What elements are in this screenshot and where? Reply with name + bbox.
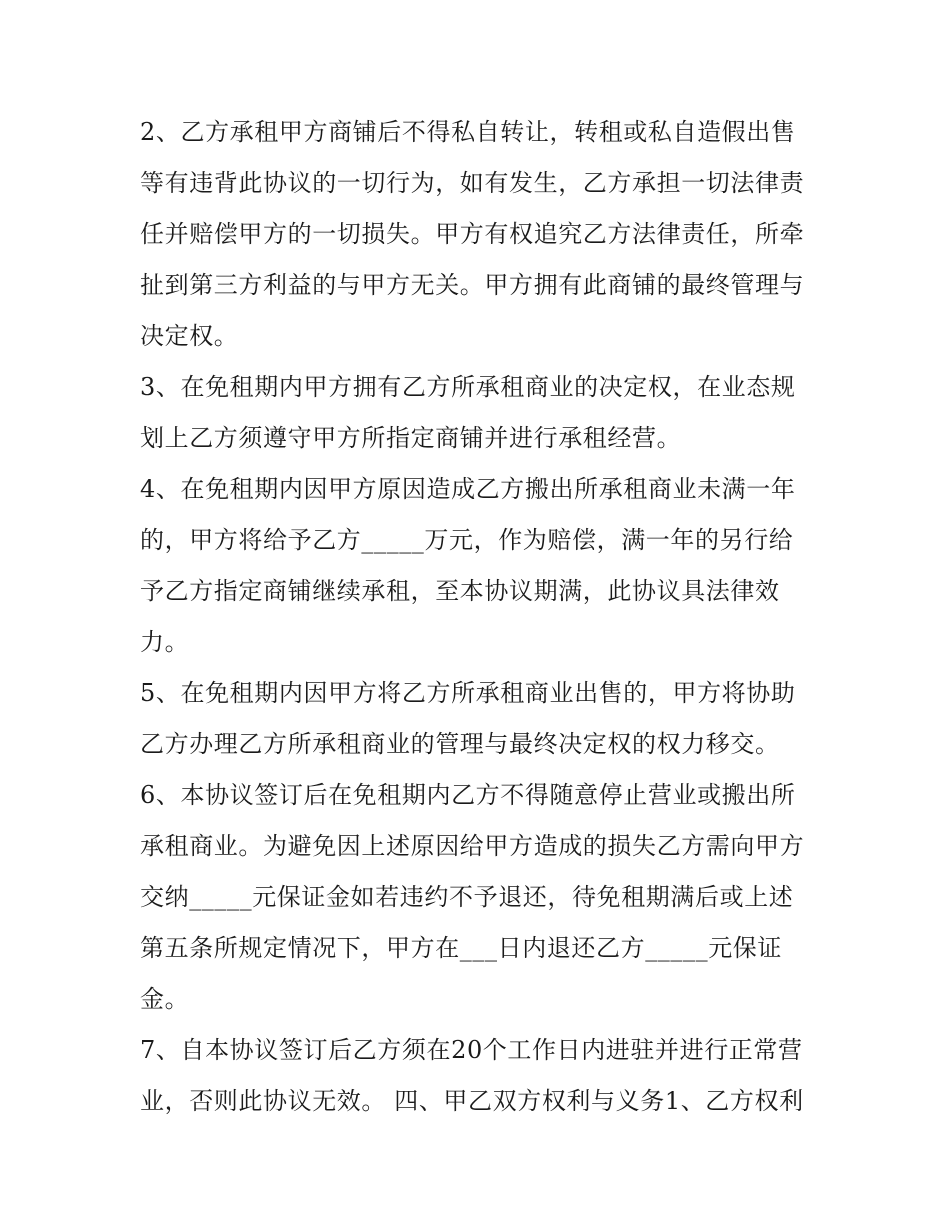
text-line: 任并赔偿甲方的一切损失。甲方有权追究乙方法律责任，所牵 (140, 220, 805, 248)
clause-3 (140, 362, 820, 464)
text-line: 力。 (140, 628, 190, 656)
clause-2 (140, 107, 820, 362)
document-body (140, 107, 820, 1127)
clause-7 (140, 1025, 820, 1127)
text-line: 等有违背此协议的一切行为，如有发生，乙方承担一切法律责 (140, 169, 805, 197)
text-line: 承租商业。为避免因上述原因给甲方造成的损失乙方需向甲方 (140, 832, 805, 860)
clause-6 (140, 770, 820, 1025)
text-line: 交纳_____元保证金如若违约不予退还，待免租期满后或上述 (140, 883, 794, 911)
text-line: 2、乙方承租甲方商铺后不得私自转让，转租或私自造假出售 (140, 118, 796, 146)
text-line: 4、在免租期内因甲方原因造成乙方搬出所承租商业未满一年 (140, 475, 796, 503)
text-line: 第五条所规定情况下，甲方在___日内退还乙方_____元保证 (140, 934, 782, 962)
text-line: 金。 (140, 985, 190, 1013)
text-line: 业，否则此协议无效。 四、甲乙双方权利与义务1、乙方权利 (140, 1087, 804, 1115)
text-line: 决定权。 (140, 322, 239, 350)
clause-5 (140, 668, 820, 770)
text-line: 予乙方指定商铺继续承租，至本协议期满，此协议具法律效 (140, 577, 780, 605)
text-line: 扯到第三方利益的与甲方无关。甲方拥有此商铺的最终管理与 (140, 271, 805, 299)
text-line: 5、在免租期内因甲方将乙方所承租商业出售的，甲方将协助 (140, 679, 796, 707)
text-line: 6、本协议签订后在免租期内乙方不得随意停止营业或搬出所 (140, 781, 796, 809)
text-line: 7、自本协议签订后乙方须在20个工作日内进驻并进行正常营 (140, 1036, 803, 1064)
text-line: 的，甲方将给予乙方_____万元，作为赔偿，满一年的另行给 (140, 526, 794, 554)
text-line: 乙方办理乙方所承租商业的管理与最终决定权的权力移交。 (140, 730, 780, 758)
clause-4 (140, 464, 820, 668)
text-line: 划上乙方须遵守甲方所指定商铺并进行承租经营。 (140, 424, 682, 452)
text-line: 3、在免租期内甲方拥有乙方所承租商业的决定权，在业态规 (140, 373, 796, 401)
